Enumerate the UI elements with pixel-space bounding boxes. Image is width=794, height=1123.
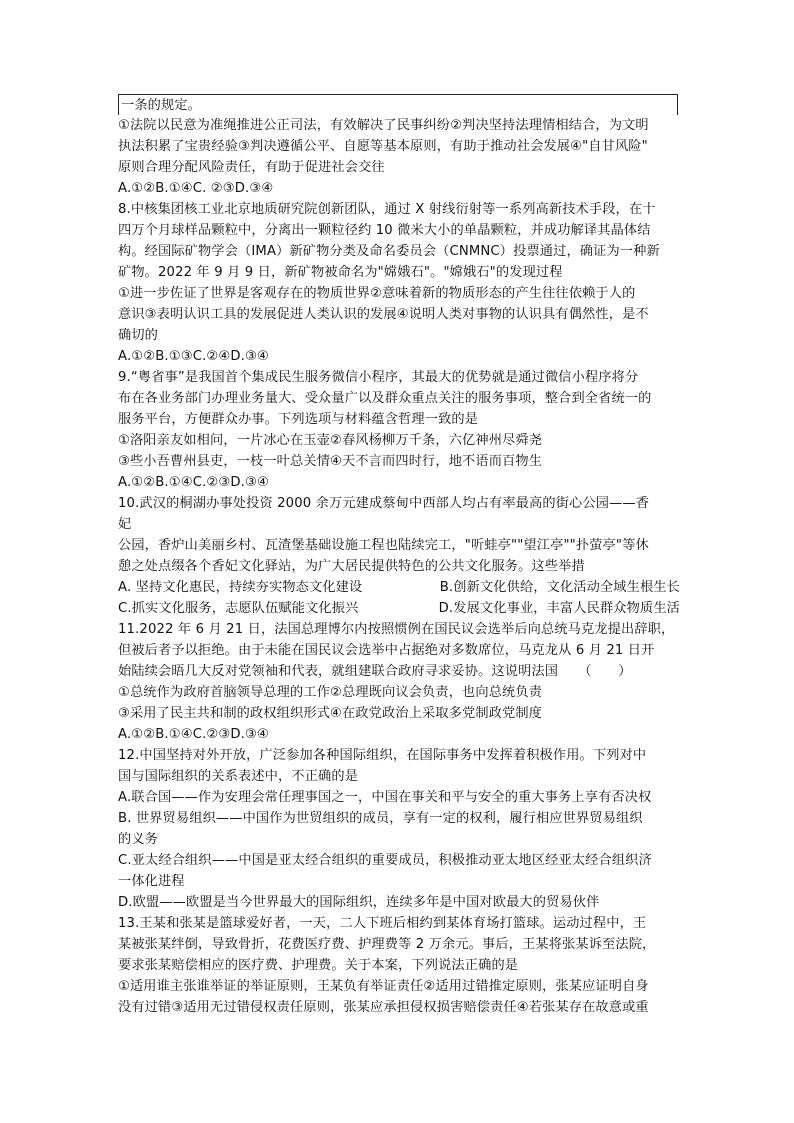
stem-line: 10.武汉的桐湖办事处投资 2000 余万元建成蔡甸中西部人均占有率最高的街心公园——香 [118,496,650,511]
continuation-head: 一条的规定。 [118,94,678,115]
option-line: 没有过错③适用无过错侵权责任原则，张某应承担侵权损害赔偿责任④若张某存在故意或重 [118,1000,649,1015]
stem-line: 布在各业务部门办理业务量大、受众量广以及群众重点关注的服务事项，整合到全省统一的 [118,391,652,406]
stem-line: 某被张某绊倒，导致骨折，花费医疗费、护理费等 2 万余元。事后，王某将张某诉至法院， [118,937,656,952]
option-line: ①进一步佐证了世界是客观存在的物质世界②意味着新的物质形态的产生往往依赖于人的 [118,286,636,301]
option-line: D.欧盟——欧盟是当今世界最大的国际组织，连续多年是中国对欧最大的贸易伙伴 [118,895,600,910]
question-8 [118,199,680,367]
option-d: D.发展文化事业，丰富人民群众物质生活 [438,601,680,616]
stem-line: 四万个月球样品颗粒中，分离出一颗粒径约 10 微米大小的单晶颗粒，并成功解译其晶体结 [118,223,651,238]
question-12 [118,745,680,913]
answer-choices: A.①②B.①④C.②③D.③④ [118,727,269,742]
option-c: C.抓实文化服务，志愿队伍赋能文化振兴 [118,601,359,616]
question-11 [118,619,680,745]
option-b: B.创新文化供给，文化活动全域生根生长 [439,580,680,595]
stem-line: 但被后者予以拒绝。由于未能在国民议会选举中占据绝对多数席位，马克龙从 6 月 21 日开 [118,643,655,658]
option-line: 的义务 [118,832,159,847]
stem-line: 12.中国坚持对外开放，广泛参加各种国际组织，在国际事务中发挥着积极作用。下列对中 [118,748,647,763]
option-line: ①法院以民意为准绳推进公正司法，有效解决了民事纠纷②判决坚持法理情相结合，为文明 [118,118,649,133]
option-a: A. 坚持文化惠民，持续夯实物态文化建设 [118,580,363,595]
stem-line: 憩之处点缀各个香妃文化驿站，为广大居民提供特色的公共文化服务。这些举措 [118,559,585,574]
stem-line: 8.中核集团核工业北京地质研究院创新团队，通过 X 射线衍射等一系列高新技术手段，在十 [118,202,656,217]
option-line: ③些小吾曹州县吏，一枝一叶总关情④天不言而四时行，地不语而百物生 [118,454,543,469]
question-10 [118,493,680,619]
stem-line: 13.王某和张某是篮球爱好者，一天，二人下班后相约到某体育场打篮球。运动过程中，王 [118,916,647,931]
option-row [118,577,680,598]
option-line: 执法积累了宝贵经验③判决遵循公平、自愿等基本原则，有助于推动社会发展④"自甘风险" [118,139,648,154]
answer-choices: A.①②B.①③C.②④D.③④ [118,349,269,364]
stem-line: 11.2022 年 6 月 21 日，法国总理博尔内按照惯例在国民议会选举后向总统马克龙提出辞职， [118,622,675,637]
option-line: ①适用谁主张谁举证的举证原则，王某负有举证责任②适用过错推定原则，张某应证明自身 [118,979,649,994]
stem-line: 9.“粤省事”是我国首个集成民生服务微信小程序，其最大的优势就是通过微信小程序将分 [118,370,639,385]
answer-choices: A.①②B.①④C. ②③D.③④ [118,181,274,196]
question-13 [118,913,680,1018]
option-line: ①总统作为政府首脑领导总理的工作②总理既向议会负责，也向总统负责 [118,685,543,700]
question-9 [118,367,680,493]
stem-line: 构。经国际矿物学会（IMA）新矿物分类及命名委员会（CNMNC）投票通过，确证为一种新 [118,244,660,259]
stem-line: 服务平台，方便群众办事。下列选项与材料蕴含哲理一致的是 [118,412,479,427]
option-row [118,598,680,619]
stem-line: 矿物。2022 年 9 月 9 日，新矿物被命名为"嫦娥石"。"嫦娥石"的发现过程 [118,265,563,280]
stem-line: 要求张某赔偿相应的医疗费、护理费。关于本案，下列说法正确的是 [118,958,519,973]
option-line: A.联合国——作为安理会常任理事国之一，中国在事关和平与安全的重大事务上享有否决权 [118,790,652,805]
option-line: C.亚太经合组织——中国是亚太经合组织的重要成员，积极推动亚太地区经亚太经合组织济 [118,853,652,868]
option-line: B. 世界贸易组织——中国作为世贸组织的成员，享有一定的权利，履行相应世界贸易组织 [118,811,643,826]
option-line: ①洛阳亲友如相问，一片冰心在玉壶②春风杨柳万千条，六亿神州尽舜尧 [118,433,543,448]
stem-line: 妃 [118,517,132,532]
stem-line: 公园，香炉山美丽乡村、瓦渣堡基础设施工程也陆续完工，"听蛙亭""望江亭""扑萤亭"等休 [118,538,649,553]
stem-line: 国与国际组织的关系表述中，不正确的是 [118,769,359,784]
option-line: 确切的 [118,328,159,343]
stem-line: 始陆续会晤几大反对党领袖和代表，就组建联合政府寻求妥协。这说明法国 （ ） [118,664,632,679]
option-line: 原则合理分配风险责任，有助于促进社会交往 [118,160,385,175]
answer-choices: A.①②B.①④C.②③D.③④ [118,475,269,490]
document-page [118,94,680,1018]
option-line: 一体化进程 [118,874,185,889]
option-line: 意识③表明认识工具的发展促进人类认识的发展④说明人类对事物的认识具有偶然性，是不 [118,307,649,322]
option-line: ③采用了民主共和制的政权组织形式④在政党政治上采取多党制政党制度 [118,706,543,721]
